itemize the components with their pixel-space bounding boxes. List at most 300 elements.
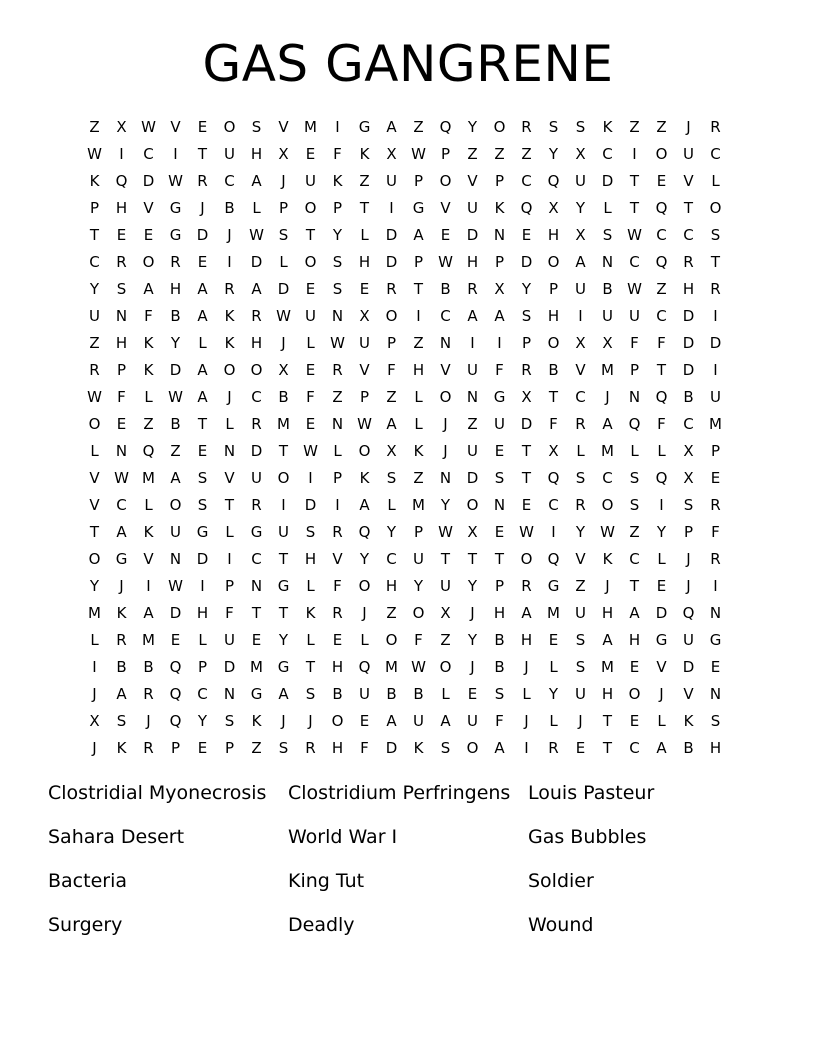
grid-letter[interactable]: F <box>117 388 126 406</box>
grid-letter[interactable]: J <box>443 442 448 460</box>
grid-letter[interactable]: R <box>575 496 586 514</box>
grid-letter[interactable]: H <box>493 604 506 622</box>
grid-letter[interactable]: H <box>520 631 533 649</box>
grid-letter[interactable]: J <box>362 604 367 622</box>
grid-letter[interactable]: X <box>116 118 127 136</box>
grid-letter[interactable]: M <box>601 658 614 676</box>
grid-letter[interactable]: B <box>602 280 613 298</box>
grid-letter[interactable]: E <box>710 658 721 676</box>
grid-letter[interactable]: O <box>709 199 722 217</box>
grid-letter[interactable]: J <box>578 712 583 730</box>
grid-letter[interactable]: U <box>467 361 478 379</box>
grid-letter[interactable]: T <box>89 226 100 244</box>
grid-letter[interactable]: B <box>170 307 181 325</box>
grid-letter[interactable]: E <box>332 631 343 649</box>
grid-letter[interactable]: G <box>169 226 182 244</box>
grid-letter[interactable]: C <box>116 496 127 514</box>
grid-letter[interactable]: T <box>494 550 505 568</box>
grid-letter[interactable]: T <box>224 496 235 514</box>
grid-letter[interactable]: C <box>440 307 451 325</box>
grid-letter[interactable]: Z <box>629 523 640 541</box>
grid-letter[interactable]: D <box>385 226 398 244</box>
grid-letter[interactable]: E <box>575 739 586 757</box>
grid-letter[interactable]: K <box>251 712 262 730</box>
grid-letter[interactable]: I <box>335 496 340 514</box>
grid-letter[interactable]: T <box>629 199 640 217</box>
grid-letter[interactable]: M <box>601 442 614 460</box>
grid-letter[interactable]: M <box>385 658 398 676</box>
grid-letter[interactable]: Z <box>386 604 397 622</box>
grid-letter[interactable]: R <box>332 361 343 379</box>
grid-letter[interactable]: O <box>412 604 425 622</box>
grid-letter[interactable]: N <box>331 415 344 433</box>
grid-letter[interactable]: R <box>170 253 181 271</box>
grid-letter[interactable]: D <box>142 172 155 190</box>
grid-letter[interactable]: C <box>656 307 667 325</box>
grid-letter[interactable]: O <box>223 361 236 379</box>
grid-letter[interactable]: X <box>683 469 694 487</box>
grid-letter[interactable]: H <box>331 739 344 757</box>
grid-letter[interactable]: O <box>439 388 452 406</box>
grid-letter[interactable]: L <box>387 496 396 514</box>
grid-letter[interactable]: U <box>494 415 505 433</box>
grid-letter[interactable]: P <box>197 658 208 676</box>
grid-letter[interactable]: Q <box>358 523 371 541</box>
grid-letter[interactable]: Q <box>439 118 452 136</box>
grid-letter[interactable]: P <box>332 469 343 487</box>
grid-letter[interactable]: K <box>494 199 505 217</box>
grid-letter[interactable]: S <box>116 280 127 298</box>
grid-letter[interactable]: C <box>521 172 532 190</box>
grid-letter[interactable]: X <box>548 199 559 217</box>
grid-letter[interactable]: B <box>494 658 505 676</box>
grid-letter[interactable]: O <box>250 361 263 379</box>
grid-letter[interactable]: W <box>600 523 615 541</box>
grid-letter[interactable]: R <box>521 118 532 136</box>
grid-letter[interactable]: G <box>250 685 263 703</box>
grid-letter[interactable]: J <box>686 118 691 136</box>
grid-letter[interactable]: F <box>495 712 504 730</box>
grid-letter[interactable]: Y <box>467 577 478 595</box>
grid-letter[interactable]: I <box>659 496 664 514</box>
grid-letter[interactable]: L <box>657 442 666 460</box>
grid-letter[interactable]: B <box>386 685 397 703</box>
grid-letter[interactable]: R <box>197 172 208 190</box>
grid-letter[interactable]: N <box>115 307 128 325</box>
grid-letter[interactable]: S <box>521 307 532 325</box>
grid-letter[interactable]: I <box>92 658 97 676</box>
grid-letter[interactable]: P <box>494 172 505 190</box>
grid-letter[interactable]: C <box>575 388 586 406</box>
grid-letter[interactable]: V <box>278 118 289 136</box>
grid-letter[interactable]: L <box>711 172 720 190</box>
grid-letter[interactable]: A <box>116 523 127 541</box>
grid-letter[interactable]: Y <box>575 523 586 541</box>
grid-letter[interactable]: S <box>494 685 505 703</box>
grid-letter[interactable]: K <box>116 604 127 622</box>
grid-letter[interactable]: E <box>197 118 208 136</box>
grid-letter[interactable]: Z <box>656 118 667 136</box>
grid-letter[interactable]: Q <box>169 685 182 703</box>
grid-letter[interactable]: B <box>116 658 127 676</box>
grid-letter[interactable]: Z <box>386 388 397 406</box>
grid-letter[interactable]: L <box>144 388 153 406</box>
grid-letter[interactable]: U <box>224 631 235 649</box>
grid-letter[interactable]: A <box>629 604 640 622</box>
grid-letter[interactable]: W <box>114 469 129 487</box>
grid-letter[interactable]: B <box>683 739 694 757</box>
grid-letter[interactable]: R <box>710 118 721 136</box>
grid-letter[interactable]: V <box>143 550 154 568</box>
grid-letter[interactable]: D <box>196 550 209 568</box>
grid-letter[interactable]: Z <box>656 280 667 298</box>
grid-letter[interactable]: M <box>277 415 290 433</box>
grid-letter[interactable]: J <box>605 577 610 595</box>
grid-letter[interactable]: P <box>359 388 370 406</box>
grid-letter[interactable]: F <box>144 307 153 325</box>
grid-letter[interactable]: J <box>200 199 205 217</box>
grid-letter[interactable]: L <box>441 685 450 703</box>
grid-letter[interactable]: C <box>629 739 640 757</box>
grid-letter[interactable]: Y <box>170 334 181 352</box>
grid-letter[interactable]: R <box>251 307 262 325</box>
grid-letter[interactable]: R <box>575 415 586 433</box>
grid-letter[interactable]: T <box>278 442 289 460</box>
grid-letter[interactable]: B <box>143 658 154 676</box>
grid-letter[interactable]: A <box>116 685 127 703</box>
grid-letter[interactable]: E <box>197 739 208 757</box>
grid-letter[interactable]: H <box>115 334 128 352</box>
grid-letter[interactable]: X <box>548 442 559 460</box>
grid-letter[interactable]: O <box>493 118 506 136</box>
grid-letter[interactable]: R <box>332 604 343 622</box>
grid-letter[interactable]: E <box>116 415 127 433</box>
grid-letter[interactable]: U <box>305 307 316 325</box>
grid-letter[interactable]: I <box>713 577 718 595</box>
grid-letter[interactable]: N <box>493 226 506 244</box>
grid-letter[interactable]: S <box>710 226 721 244</box>
grid-letter[interactable]: H <box>601 685 614 703</box>
grid-letter[interactable]: K <box>224 307 235 325</box>
grid-letter[interactable]: S <box>575 658 586 676</box>
grid-letter[interactable]: A <box>602 631 613 649</box>
grid-letter[interactable]: E <box>710 469 721 487</box>
grid-letter[interactable]: P <box>89 199 100 217</box>
grid-letter[interactable]: P <box>413 172 424 190</box>
grid-letter[interactable]: R <box>224 280 235 298</box>
grid-letter[interactable]: W <box>411 658 426 676</box>
grid-letter[interactable]: J <box>686 577 691 595</box>
grid-letter[interactable]: T <box>629 577 640 595</box>
grid-letter[interactable]: O <box>385 307 398 325</box>
grid-letter[interactable]: Z <box>359 172 370 190</box>
grid-letter[interactable]: S <box>548 118 559 136</box>
grid-letter[interactable]: W <box>87 388 102 406</box>
grid-letter[interactable]: V <box>575 550 586 568</box>
grid-letter[interactable]: D <box>682 307 695 325</box>
grid-letter[interactable]: Z <box>143 415 154 433</box>
grid-letter[interactable]: H <box>331 658 344 676</box>
grid-letter[interactable]: V <box>467 172 478 190</box>
grid-letter[interactable]: I <box>227 550 232 568</box>
grid-letter[interactable]: K <box>413 739 424 757</box>
grid-letter[interactable]: T <box>197 415 208 433</box>
grid-letter[interactable]: I <box>389 199 394 217</box>
grid-letter[interactable]: Q <box>547 550 560 568</box>
grid-letter[interactable]: E <box>548 631 559 649</box>
grid-letter[interactable]: T <box>629 172 640 190</box>
grid-letter[interactable]: M <box>142 469 155 487</box>
grid-letter[interactable]: J <box>227 226 232 244</box>
grid-letter[interactable]: X <box>89 712 100 730</box>
grid-letter[interactable]: Y <box>386 523 397 541</box>
grid-letter[interactable]: H <box>412 361 425 379</box>
grid-letter[interactable]: L <box>522 685 531 703</box>
grid-letter[interactable]: R <box>683 253 694 271</box>
grid-letter[interactable]: S <box>629 496 640 514</box>
grid-letter[interactable]: I <box>119 145 124 163</box>
grid-letter[interactable]: W <box>87 145 102 163</box>
grid-letter[interactable]: E <box>656 172 667 190</box>
grid-letter[interactable]: Y <box>89 577 100 595</box>
grid-letter[interactable]: F <box>306 388 315 406</box>
grid-letter[interactable]: R <box>332 523 343 541</box>
grid-letter[interactable]: Q <box>115 172 128 190</box>
grid-letter[interactable]: I <box>335 118 340 136</box>
grid-letter[interactable]: W <box>141 118 156 136</box>
grid-letter[interactable]: U <box>386 172 397 190</box>
grid-letter[interactable]: H <box>682 280 695 298</box>
grid-letter[interactable]: K <box>143 361 154 379</box>
grid-letter[interactable]: D <box>601 172 614 190</box>
grid-letter[interactable]: Q <box>682 604 695 622</box>
grid-letter[interactable]: V <box>440 361 451 379</box>
grid-letter[interactable]: T <box>683 199 694 217</box>
grid-letter[interactable]: U <box>575 172 586 190</box>
grid-letter[interactable]: H <box>628 631 641 649</box>
grid-letter[interactable]: K <box>116 739 127 757</box>
grid-letter[interactable]: Z <box>413 334 424 352</box>
grid-letter[interactable]: V <box>143 199 154 217</box>
grid-letter[interactable]: T <box>656 361 667 379</box>
grid-letter[interactable]: C <box>710 145 721 163</box>
grid-letter[interactable]: F <box>495 361 504 379</box>
grid-letter[interactable]: J <box>281 172 286 190</box>
grid-letter[interactable]: F <box>657 415 666 433</box>
grid-letter[interactable]: Q <box>655 388 668 406</box>
grid-letter[interactable]: F <box>549 415 558 433</box>
grid-letter[interactable]: U <box>359 334 370 352</box>
grid-letter[interactable]: E <box>629 658 640 676</box>
grid-letter[interactable]: L <box>657 550 666 568</box>
grid-letter[interactable]: T <box>602 739 613 757</box>
grid-letter[interactable]: R <box>143 739 154 757</box>
grid-letter[interactable]: G <box>277 577 290 595</box>
grid-letter[interactable]: R <box>710 496 721 514</box>
grid-letter[interactable]: A <box>197 280 208 298</box>
grid-letter[interactable]: A <box>440 712 451 730</box>
grid-letter[interactable]: E <box>305 415 316 433</box>
grid-letter[interactable]: A <box>386 118 397 136</box>
grid-letter[interactable]: A <box>143 280 154 298</box>
grid-letter[interactable]: X <box>494 280 505 298</box>
grid-letter[interactable]: S <box>332 253 343 271</box>
grid-letter[interactable]: Y <box>413 577 424 595</box>
grid-letter[interactable]: R <box>467 280 478 298</box>
grid-letter[interactable]: H <box>385 577 398 595</box>
grid-letter[interactable]: J <box>443 415 448 433</box>
grid-letter[interactable]: C <box>602 145 613 163</box>
grid-letter[interactable]: D <box>709 334 722 352</box>
grid-letter[interactable]: M <box>709 415 722 433</box>
grid-letter[interactable]: V <box>224 469 235 487</box>
grid-letter[interactable]: Q <box>520 199 533 217</box>
grid-letter[interactable]: R <box>116 253 127 271</box>
grid-letter[interactable]: W <box>330 334 345 352</box>
grid-letter[interactable]: O <box>439 172 452 190</box>
grid-letter[interactable]: T <box>305 658 316 676</box>
grid-letter[interactable]: Y <box>548 685 559 703</box>
grid-letter[interactable]: M <box>88 604 101 622</box>
grid-letter[interactable]: K <box>143 523 154 541</box>
grid-letter[interactable]: S <box>251 118 262 136</box>
grid-letter[interactable]: M <box>250 658 263 676</box>
grid-letter[interactable]: B <box>278 388 289 406</box>
grid-letter[interactable]: W <box>168 388 183 406</box>
grid-letter[interactable]: N <box>466 388 479 406</box>
grid-letter[interactable]: R <box>89 361 100 379</box>
grid-letter[interactable]: O <box>88 550 101 568</box>
grid-letter[interactable]: R <box>521 361 532 379</box>
grid-letter[interactable]: D <box>385 253 398 271</box>
grid-letter[interactable]: Q <box>655 199 668 217</box>
grid-letter[interactable]: J <box>227 388 232 406</box>
grid-letter[interactable]: D <box>520 253 533 271</box>
grid-letter[interactable]: A <box>197 388 208 406</box>
grid-letter[interactable]: U <box>467 199 478 217</box>
grid-letter[interactable]: M <box>304 118 317 136</box>
grid-letter[interactable]: E <box>305 280 316 298</box>
grid-letter[interactable]: T <box>440 550 451 568</box>
grid-letter[interactable]: A <box>251 172 262 190</box>
grid-letter[interactable]: I <box>200 577 205 595</box>
grid-letter[interactable]: Z <box>575 577 586 595</box>
grid-letter[interactable]: U <box>251 469 262 487</box>
grid-letter[interactable]: C <box>656 226 667 244</box>
grid-letter[interactable]: J <box>659 685 664 703</box>
grid-letter[interactable]: T <box>467 550 478 568</box>
grid-letter[interactable]: D <box>466 226 479 244</box>
grid-letter[interactable]: D <box>277 280 290 298</box>
grid-letter[interactable]: K <box>602 550 613 568</box>
grid-letter[interactable]: E <box>305 145 316 163</box>
grid-letter[interactable]: M <box>547 604 560 622</box>
grid-letter[interactable]: Z <box>467 415 478 433</box>
grid-letter[interactable]: A <box>386 712 397 730</box>
grid-letter[interactable]: E <box>440 226 451 244</box>
grid-letter[interactable]: D <box>304 496 317 514</box>
grid-letter[interactable]: W <box>627 226 642 244</box>
grid-letter[interactable]: Q <box>655 469 668 487</box>
grid-letter[interactable]: S <box>278 739 289 757</box>
grid-letter[interactable]: O <box>601 496 614 514</box>
grid-letter[interactable]: U <box>224 145 235 163</box>
grid-letter[interactable]: B <box>683 388 694 406</box>
grid-letter[interactable]: V <box>656 658 667 676</box>
grid-letter[interactable]: L <box>225 415 234 433</box>
grid-letter[interactable]: D <box>223 658 236 676</box>
grid-letter[interactable]: O <box>628 685 641 703</box>
grid-letter[interactable]: R <box>251 415 262 433</box>
grid-letter[interactable]: Y <box>548 145 559 163</box>
grid-letter[interactable]: Z <box>521 145 532 163</box>
grid-letter[interactable]: C <box>251 388 262 406</box>
grid-letter[interactable]: D <box>169 361 182 379</box>
grid-letter[interactable]: L <box>198 631 207 649</box>
grid-letter[interactable]: Z <box>413 118 424 136</box>
grid-letter[interactable]: A <box>197 307 208 325</box>
grid-letter[interactable]: L <box>279 253 288 271</box>
grid-letter[interactable]: S <box>602 226 613 244</box>
grid-letter[interactable]: Q <box>547 172 560 190</box>
grid-letter[interactable]: A <box>575 253 586 271</box>
grid-letter[interactable]: E <box>521 226 532 244</box>
grid-letter[interactable]: Y <box>656 523 667 541</box>
grid-letter[interactable]: A <box>656 739 667 757</box>
grid-letter[interactable]: D <box>682 658 695 676</box>
grid-letter[interactable]: S <box>386 469 397 487</box>
grid-letter[interactable]: B <box>224 199 235 217</box>
grid-letter[interactable]: G <box>655 631 668 649</box>
grid-letter[interactable]: B <box>494 631 505 649</box>
grid-letter[interactable]: P <box>278 199 289 217</box>
grid-letter[interactable]: H <box>358 253 371 271</box>
grid-letter[interactable]: A <box>494 307 505 325</box>
grid-letter[interactable]: F <box>711 523 720 541</box>
grid-letter[interactable]: F <box>414 631 423 649</box>
grid-letter[interactable]: E <box>467 685 478 703</box>
grid-letter[interactable]: V <box>683 685 694 703</box>
grid-letter[interactable]: L <box>144 496 153 514</box>
grid-letter[interactable]: O <box>466 739 479 757</box>
grid-letter[interactable]: H <box>250 334 263 352</box>
grid-letter[interactable]: U <box>602 307 613 325</box>
grid-letter[interactable]: J <box>308 712 313 730</box>
grid-letter[interactable]: L <box>225 523 234 541</box>
grid-letter[interactable]: L <box>549 658 558 676</box>
grid-letter[interactable]: C <box>386 550 397 568</box>
grid-letter[interactable]: P <box>683 523 694 541</box>
grid-letter[interactable]: X <box>467 523 478 541</box>
grid-letter[interactable]: K <box>305 604 316 622</box>
grid-letter[interactable]: L <box>414 388 423 406</box>
grid-letter[interactable]: I <box>227 253 232 271</box>
grid-letter[interactable]: E <box>170 631 181 649</box>
grid-letter[interactable]: L <box>360 631 369 649</box>
grid-letter[interactable]: P <box>521 334 532 352</box>
grid-letter[interactable]: F <box>387 361 396 379</box>
grid-letter[interactable]: J <box>470 658 475 676</box>
grid-letter[interactable]: I <box>146 577 151 595</box>
grid-letter[interactable]: S <box>710 712 721 730</box>
grid-letter[interactable]: H <box>466 253 479 271</box>
grid-letter[interactable]: E <box>143 226 154 244</box>
grid-letter[interactable]: D <box>169 604 182 622</box>
grid-letter[interactable]: X <box>359 307 370 325</box>
grid-letter[interactable]: T <box>305 226 316 244</box>
grid-letter[interactable]: K <box>683 712 694 730</box>
grid-letter[interactable]: P <box>494 253 505 271</box>
